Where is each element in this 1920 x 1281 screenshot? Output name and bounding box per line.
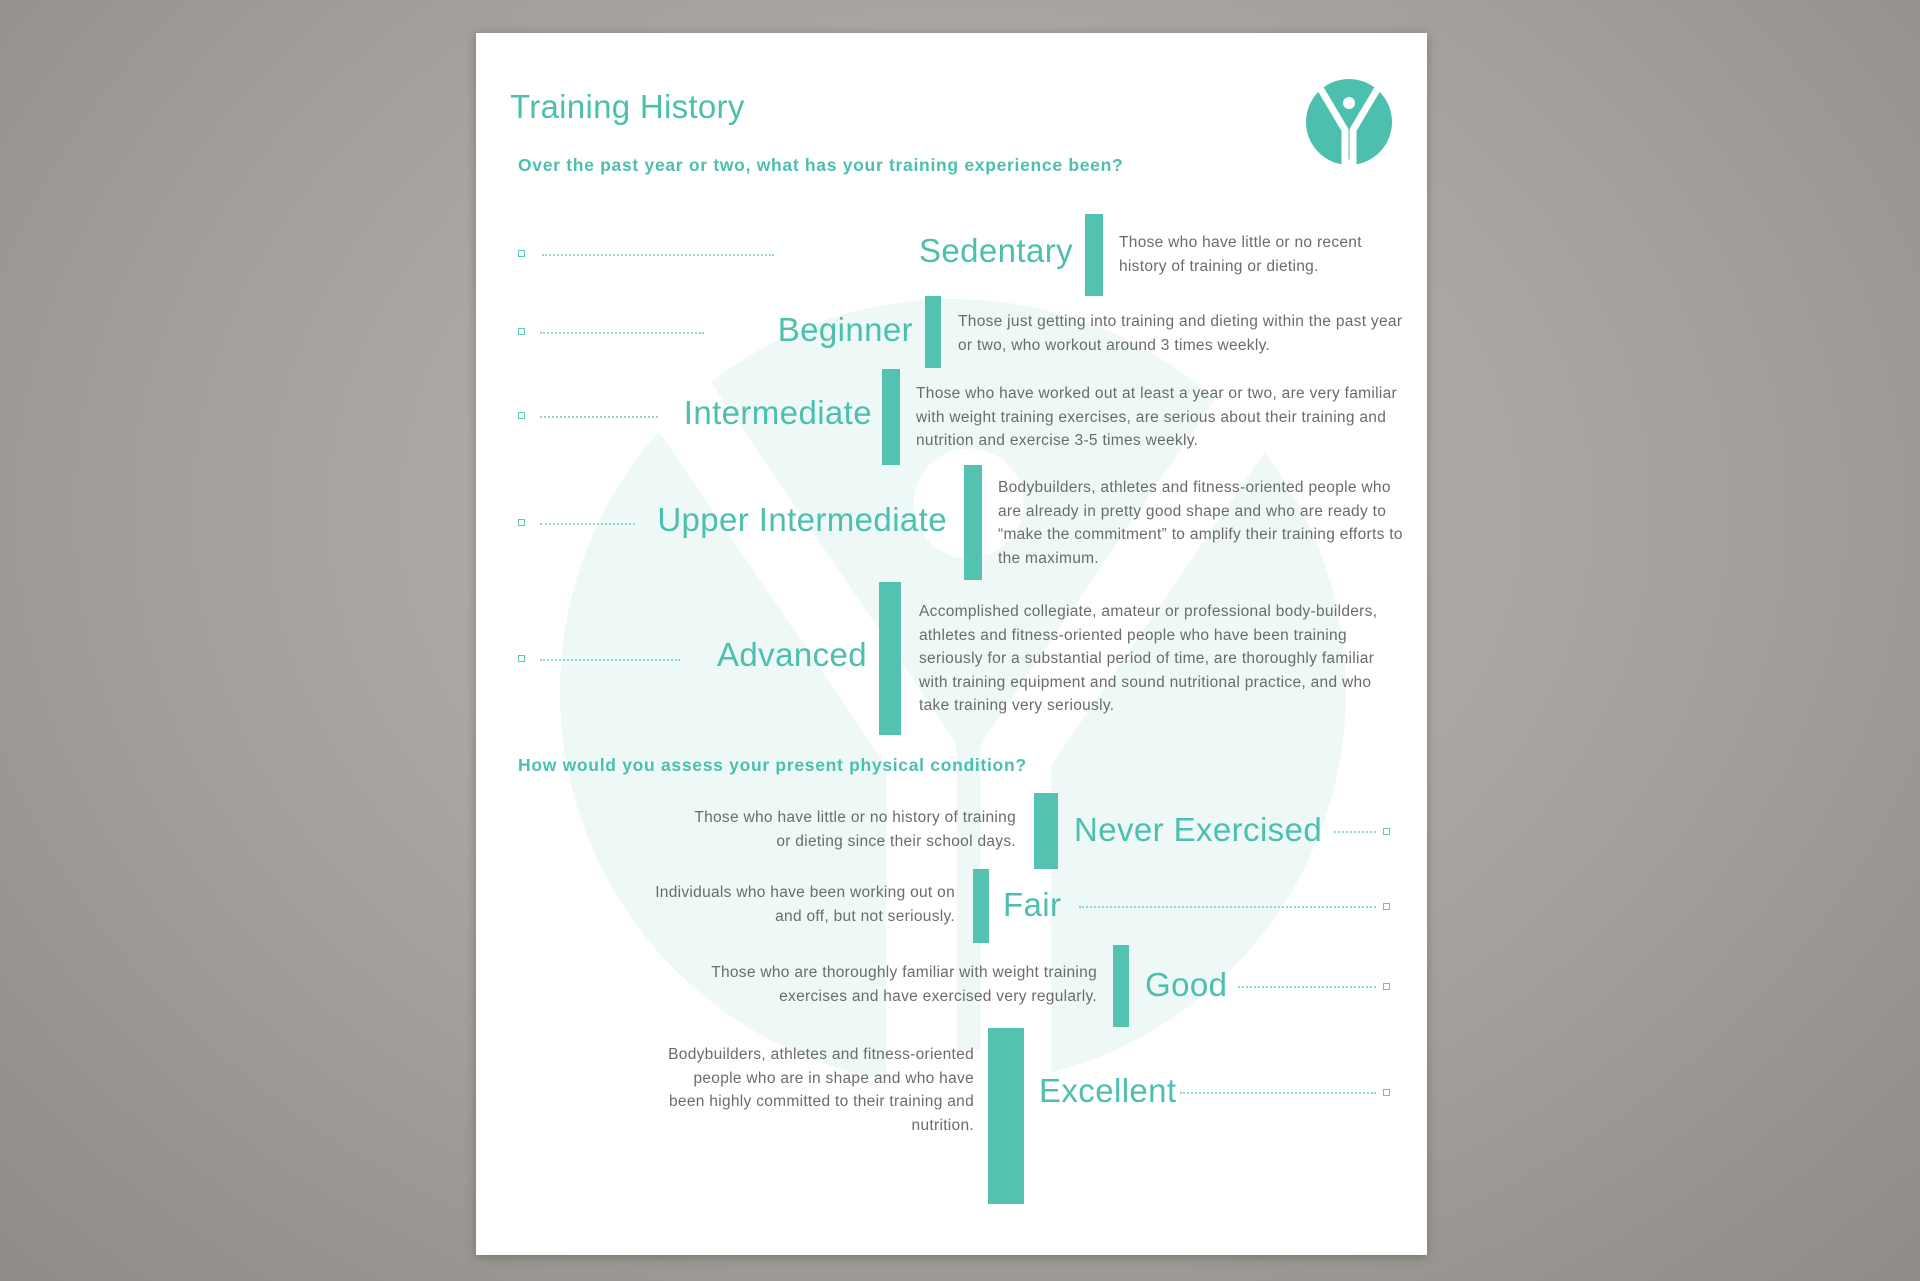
checkbox[interactable] (518, 519, 525, 526)
option-label: Sedentary (918, 232, 1073, 269)
option-label: Fair (1003, 886, 1062, 923)
leader-line (1334, 831, 1376, 833)
checkbox[interactable] (1383, 903, 1390, 910)
option-label: Advanced (717, 636, 867, 673)
level-bar (925, 296, 941, 368)
leader-line (540, 332, 704, 334)
question-training-experience: Over the past year or two, what has your training experience been? (518, 155, 1124, 175)
option-label: Intermediate (683, 394, 872, 431)
option-description: Bodybuilders, athletes and fitness-oriented people who are already in pretty good shape and who are ready to “make the commitment” to amplify their training efforts to the maximum. (998, 479, 1403, 567)
level-bar (879, 582, 901, 735)
page-title: Training History (510, 88, 745, 125)
level-bar (973, 869, 989, 943)
option-description: Those who are thoroughly familiar with weight training exercises and have exercised very regularly. (711, 964, 1097, 1005)
option-description: Those who have worked out at least a year or two, are very familiar with weight training exercises, are serious about their training and nutrition and exercise 3-5 times weekly. (916, 385, 1398, 449)
checkbox[interactable] (518, 655, 525, 662)
level-bar (1034, 793, 1058, 869)
checkbox[interactable] (1383, 1089, 1390, 1096)
option-description: Accomplished collegiate, amateur or professional body-builders, athletes and fitness-oriented people who have been training seriously for a substantial period of time, are thoroughly familiar with training equipment and sound nutritional practice, and who take training very seriously. (919, 603, 1378, 714)
brand-logo-icon (1305, 70, 1393, 170)
level-bar (1085, 214, 1103, 296)
level-bar (882, 369, 900, 465)
option-description: Those who have little or no history of training or dieting since their school days. (694, 809, 1016, 850)
checkbox[interactable] (518, 250, 525, 257)
leader-line (1079, 906, 1376, 908)
question-physical-condition: How would you assess your present physical condition? (518, 755, 1027, 775)
level-bar (964, 465, 982, 580)
checkbox[interactable] (518, 328, 525, 335)
option-description: Individuals who have been working out on and off, but not seriously. (655, 884, 955, 925)
leader-line (540, 659, 680, 661)
document-page (476, 33, 1427, 1255)
leader-line (540, 523, 635, 525)
option-description: Those just getting into training and dieting within the past year or two, who workout around 3 times weekly. (958, 313, 1403, 354)
option-description: Those who have little or no recent history of training or dieting. (1119, 234, 1362, 275)
option-label: Upper Intermediate (657, 501, 947, 538)
option-label: Excellent (1039, 1072, 1177, 1109)
leader-line (1180, 1092, 1376, 1094)
option-label: Good (1145, 966, 1228, 1003)
option-label: Never Exercised (1074, 811, 1323, 848)
checkbox[interactable] (518, 412, 525, 419)
level-bar (1113, 945, 1129, 1027)
option-label: Beginner (777, 311, 913, 348)
level-bar (988, 1028, 1024, 1204)
option-description: Bodybuilders, athletes and fitness-oriented people who are in shape and who have been highly committed to their training and nutrition. (668, 1046, 974, 1134)
checkbox[interactable] (1383, 983, 1390, 990)
checkbox[interactable] (1383, 828, 1390, 835)
leader-line (540, 416, 658, 418)
leader-line (1238, 986, 1376, 988)
leader-line (542, 254, 774, 256)
